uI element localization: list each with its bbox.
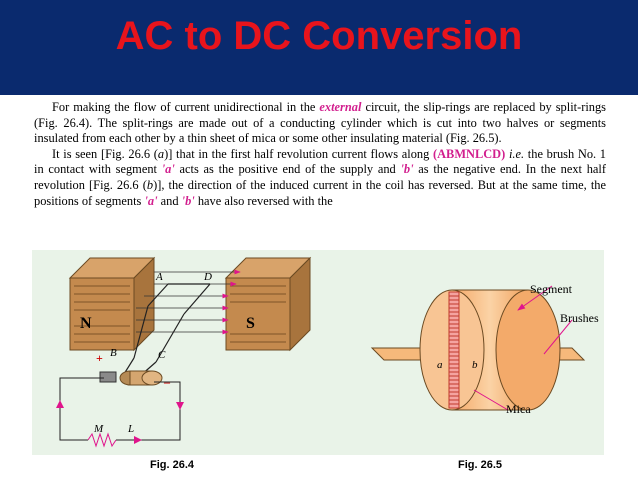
paragraph-1 (34, 100, 606, 147)
brushes-label: Brushes (560, 311, 599, 325)
p2-text-4: the brush No. 1 in contact with segment (34, 146, 607, 177)
pole-s-label: S (246, 315, 255, 332)
cylinder-back (496, 290, 560, 410)
pole-n-label: N (80, 315, 92, 332)
p2-seg-a2: 'a' (144, 193, 158, 208)
paragraph-2 (34, 147, 606, 209)
p2-text-7: )], the direction of the induced current in the coil has reversed. But at the same time, the positions of segments (34, 177, 606, 208)
label-d: D (204, 271, 212, 283)
p2-text-8: and (157, 193, 182, 208)
figure-panel (32, 250, 604, 455)
p2-text-5: acts as the positive end of the supply and (174, 162, 401, 177)
label-a: A (156, 271, 163, 283)
p2-seg-a: 'a' (161, 162, 175, 177)
magnet-n (70, 258, 154, 350)
fig-26-4-caption: Fig. 26.4 (150, 459, 195, 471)
mica-label: Mica (506, 402, 531, 416)
label-c: C (158, 349, 166, 361)
p2-fig-b: b (146, 177, 154, 192)
fig-26-5 (372, 282, 599, 416)
p2-seg-b2: 'b' (181, 193, 195, 208)
seg-a-label: a (437, 359, 443, 371)
plus-sign: + (96, 351, 103, 365)
fig-26-4 (56, 258, 310, 446)
p2-text-1: It is seen [Fig. 26.6 ( (52, 146, 158, 161)
external-circuit (60, 378, 180, 446)
label-l: L (128, 423, 135, 435)
p2-seg-b: 'b' (400, 162, 414, 177)
slide-title: AC to DC Conversion (115, 14, 523, 58)
p2-text-9: have also reversed with the (194, 193, 333, 208)
p2-path: (ABMNLCD) (432, 146, 506, 161)
p1-highlight: external (319, 100, 362, 114)
p2-fig-a: a (157, 146, 165, 161)
seg-b-label: b (472, 359, 478, 371)
fig-26-5-caption: Fig. 26.5 (458, 459, 503, 471)
p1-text-b: circuit, the slip-rings are replaced by split-rings (Fig. 26.4). The split-rings are made out of a conducting cylinder which is cut into two halves or segments insulated from each other by a thin sheet of mica or some other insulating material (Fig. 26.5). (34, 100, 606, 146)
p2-text-2: )] that in the first half revolution current flows along (164, 146, 433, 161)
current-arrows (56, 400, 184, 444)
figures-svg (32, 250, 604, 455)
minus-sign: – (164, 375, 170, 389)
mica-sheet (449, 292, 459, 408)
body-text (34, 100, 606, 209)
commutator (100, 371, 162, 385)
label-m: M (94, 423, 104, 435)
p2-text-6: as the negative end. In the next half revolution [Fig. 26.6 ( (34, 162, 606, 192)
p2-ie: i.e. (505, 146, 525, 161)
label-b: B (110, 347, 117, 359)
p1-text-a: For making the flow of current unidirectional in the (52, 100, 320, 114)
segment-label: Segment (530, 282, 572, 296)
